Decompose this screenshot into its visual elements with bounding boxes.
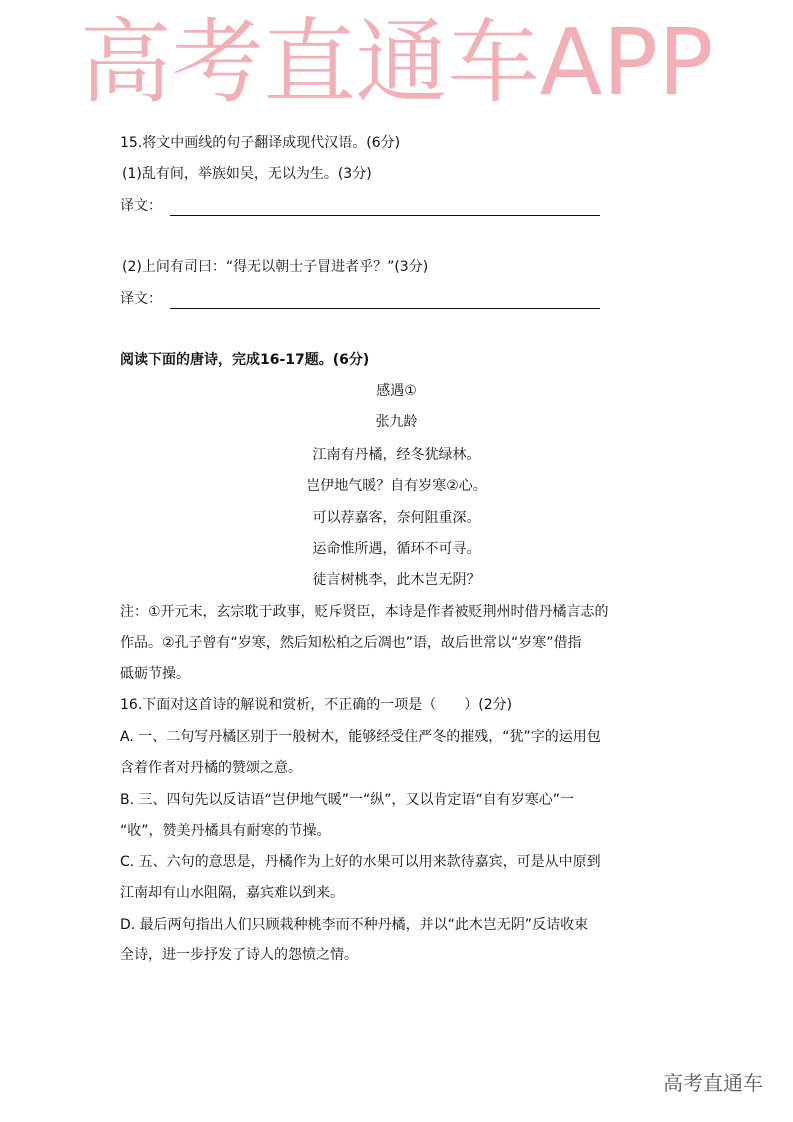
- answer-line-2: [120, 289, 600, 309]
- q16-title: 16.下面对这首诗的解说和赏析，不正确的一项是（ ）(2分): [120, 697, 513, 713]
- q15-sentence-2: (2)上问有司曰：“得无以朝士子冒进者乎？”(3分): [122, 259, 429, 275]
- answer-blank[interactable]: [170, 294, 600, 309]
- brand-logo-text: 高考直通车: [663, 1071, 763, 1095]
- option-d: D. 最后两句指出人们只顾栽种桃李而不种丹橘，并以“此木岂无阴”反诘收束: [120, 917, 589, 933]
- note-line: 砥砺节操。: [120, 666, 190, 682]
- option-b: B. 三、四句先以反诘语“岂伊地气暖”一“纵”，又以肯定语“自有岁寒心”一: [120, 792, 575, 808]
- poem-line: 江南有丹橘，经冬犹绿林。: [312, 447, 481, 463]
- q15-sentence-1: (1)乱有间，举族如吴，无以为生。(3分): [122, 166, 372, 182]
- option-d-cont: 全诗，进一步抒发了诗人的怨愤之情。: [120, 947, 358, 963]
- poem-line: 徒言树桃李，此木岂无阴？: [312, 572, 481, 588]
- note-line: 注：①开元末，玄宗耽于政事，贬斥贤臣，本诗是作者被贬荆州时借丹橘言志的: [120, 604, 609, 620]
- watermark: 高考直通车APP: [79, 9, 714, 116]
- poem-line: 运命惟所遇，循环不可寻。: [312, 541, 481, 557]
- note-line: 作品。②孔子曾有“岁寒，然后知松柏之后凋也”语，故后世常以“岁寒”借指: [120, 635, 582, 651]
- answer-label: 译文：: [120, 291, 162, 307]
- option-c: C. 五、六句的意思是，丹橘作为上好的水果可以用来款待嘉宾，可是从中原到: [120, 854, 601, 870]
- answer-blank[interactable]: [170, 201, 600, 216]
- section-heading: 阅读下面的唐诗，完成16-17题。(6分): [120, 352, 370, 368]
- option-a-cont: 含着作者对丹橘的赞颂之意。: [120, 760, 302, 776]
- poem-title: 感遇①: [376, 383, 417, 399]
- poem-author: 张九龄: [375, 414, 418, 430]
- poem-line: 岂伊地气暖？自有岁寒②心。: [306, 478, 487, 494]
- q15-title: 15.将文中画线的句子翻译成现代汉语。(6分): [120, 135, 401, 151]
- poem-line: 可以荐嘉客，奈何阻重深。: [312, 510, 481, 526]
- answer-label: 译文：: [120, 198, 162, 214]
- answer-line-1: [120, 196, 600, 216]
- option-b-cont: “收”，赞美丹橘具有耐寒的节操。: [120, 823, 331, 839]
- option-c-cont: 江南却有山水阻隔，嘉宾难以到来。: [120, 885, 344, 901]
- option-a: A. 一、二句写丹橘区别于一般树木，能够经受住严冬的摧残，“犹”字的运用包: [120, 729, 601, 745]
